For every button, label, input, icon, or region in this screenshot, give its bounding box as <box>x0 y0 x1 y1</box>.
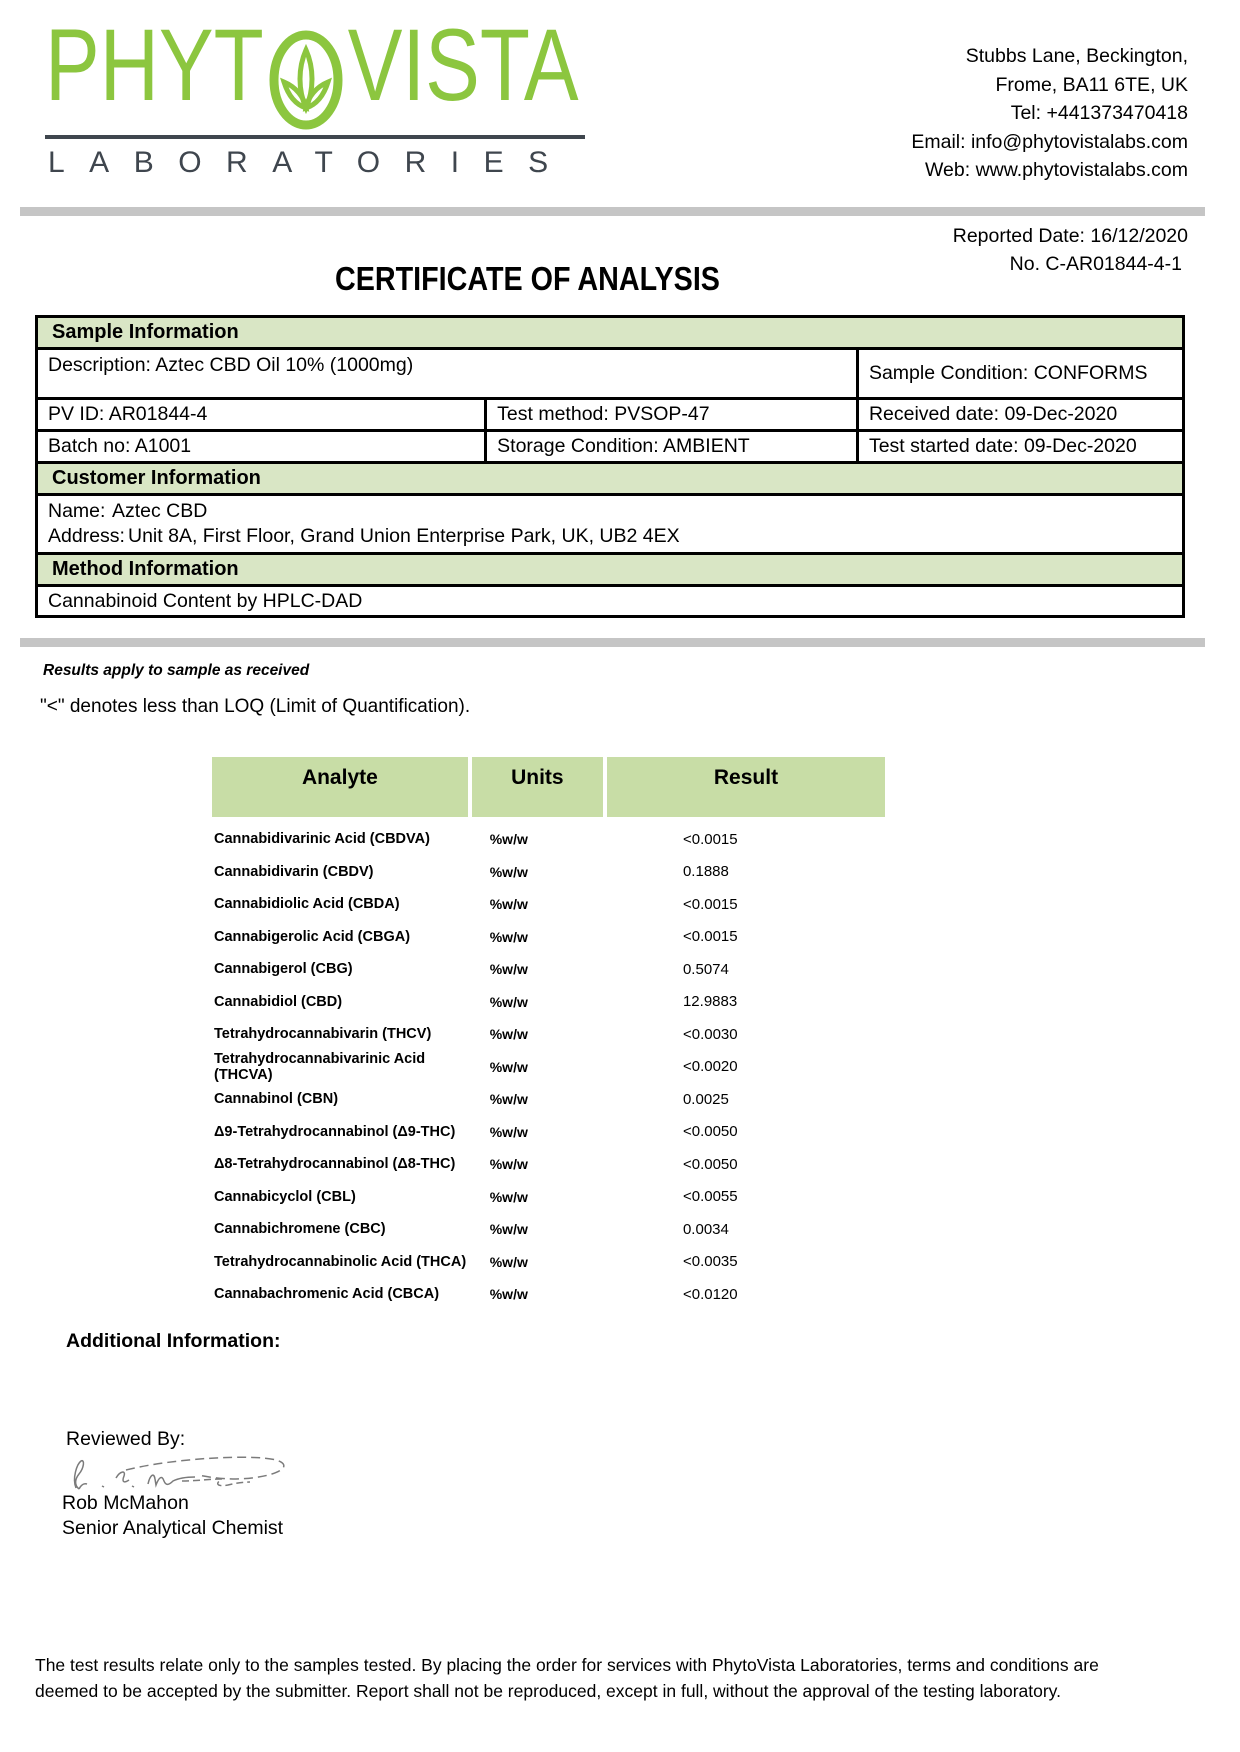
table-row <box>212 856 885 889</box>
analyte-units: %w/w <box>489 993 528 1010</box>
analyte-units: %w/w <box>489 1091 528 1108</box>
customer-name-value: Aztec CBD <box>112 500 208 522</box>
customer-address-line <box>48 525 1172 548</box>
analyte-name: Δ8-Tetrahydrocannabinol (Δ8-THC) <box>214 1156 456 1173</box>
table-row <box>212 1051 885 1084</box>
table-row <box>212 953 885 986</box>
table-row <box>212 986 885 1019</box>
loq-note: "<" denotes less than LOQ (Limit of Quantification). <box>40 696 471 717</box>
analyte-result: <0.0015 <box>682 830 738 848</box>
contact-web: Web: www.phytovistalabs.com <box>925 159 1188 181</box>
customer-address-label: Address: <box>48 525 125 547</box>
reported-date: Reported Date: 16/12/2020 <box>952 225 1188 247</box>
reviewed-by-label: Reviewed By: <box>66 1428 186 1450</box>
analyte-name: Cannabachromenic Acid (CBCA) <box>214 1286 440 1303</box>
analyte-result: 12.9883 <box>682 993 738 1011</box>
analyte-result: 0.5074 <box>682 960 729 978</box>
pv-id: PV ID: AR01844-4 <box>48 403 208 425</box>
sample-ids-row <box>35 397 1185 432</box>
reviewer-title: Senior Analytical Chemist <box>62 1517 284 1539</box>
contact-address-line2: Frome, BA11 6TE, UK <box>995 73 1188 96</box>
test-started-date: Test started date: 09-Dec-2020 <box>856 431 1182 462</box>
customer-information-header: Customer Information <box>35 461 1185 496</box>
analyte-units: %w/w <box>489 1058 528 1075</box>
footer-disclaimer <box>35 1652 1210 1704</box>
analyte-units: %w/w <box>489 863 528 880</box>
table-row <box>212 1116 885 1149</box>
analyte-result: 0.1888 <box>682 863 729 881</box>
analyte-name: Cannabigerol (CBG) <box>214 961 353 978</box>
received-date: Received date: 09-Dec-2020 <box>856 399 1182 430</box>
results-table-body <box>212 823 885 1311</box>
test-method: Test method: PVSOP-47 <box>484 399 856 430</box>
table-row <box>212 1018 885 1051</box>
column-header-units: Units <box>472 757 603 817</box>
footer-line1: The test results relate only to the samples tested. By placing the order for services with PhytoVista Laboratories, terms and conditions are <box>35 1655 1099 1675</box>
table-row <box>212 1213 885 1246</box>
table-row <box>212 921 885 954</box>
customer-name-label: Name: <box>48 500 106 522</box>
column-header-result: Result <box>607 757 885 817</box>
table-row <box>212 1246 885 1279</box>
analyte-units: %w/w <box>489 1188 528 1205</box>
analyte-result: 0.0034 <box>682 1220 729 1238</box>
analyte-units: %w/w <box>489 831 528 848</box>
table-row <box>212 1148 885 1181</box>
customer-name-line <box>48 500 1172 523</box>
sample-condition: Sample Condition: CONFORMS <box>856 350 1182 397</box>
table-row <box>212 1181 885 1214</box>
analyte-units: %w/w <box>489 1156 528 1173</box>
analyte-units: %w/w <box>489 928 528 945</box>
lab-contact-block <box>911 42 1188 185</box>
contact-phone: Tel: +441373470418 <box>1010 102 1188 124</box>
analyte-result: <0.0015 <box>682 928 738 946</box>
table-row <box>212 1083 885 1116</box>
analyte-result: <0.0035 <box>682 1253 738 1271</box>
analyte-units: %w/w <box>489 1026 528 1043</box>
reviewer-name: Rob McMahon <box>62 1492 189 1514</box>
storage-condition: Storage Condition: AMBIENT <box>484 431 856 462</box>
table-row <box>212 1278 885 1311</box>
analyte-name: Tetrahydrocannabivarinic Acid (THCVA) <box>214 1050 426 1083</box>
analyte-name: Δ9-Tetrahydrocannabinol (Δ9-THC) <box>214 1123 456 1140</box>
leaf-logo-icon <box>267 28 345 132</box>
analyte-units: %w/w <box>489 896 528 913</box>
analyte-units: %w/w <box>489 1286 528 1303</box>
customer-information-box <box>35 493 1185 555</box>
results-table-header <box>212 757 885 817</box>
contact-email: Email: info@phytovistalabs.com <box>911 130 1188 153</box>
phytovista-logo <box>45 8 579 126</box>
sample-information-header: Sample Information <box>35 315 1185 350</box>
additional-information-label: Additional Information: <box>66 1330 281 1352</box>
section-divider-bar <box>20 638 1205 647</box>
analyte-name: Cannabichromene (CBC) <box>214 1221 386 1238</box>
method-information-header: Method Information <box>35 552 1185 587</box>
logo-text-start: PHYT <box>45 8 264 123</box>
analyte-result: 0.0025 <box>682 1090 729 1108</box>
analyte-result: <0.0015 <box>682 895 738 913</box>
logo-divider-line <box>45 135 585 139</box>
analyte-units: %w/w <box>489 961 528 978</box>
logo-text-end: VISTA <box>347 8 579 123</box>
analyte-name: Cannabidiol (CBD) <box>214 993 343 1010</box>
sample-batch-row <box>35 429 1185 464</box>
results-apply-note: Results apply to sample as received <box>43 662 310 679</box>
analyte-name: Cannabidivarinic Acid (CBDVA) <box>214 831 430 848</box>
analyte-result: <0.0050 <box>682 1155 738 1173</box>
analyte-result: <0.0050 <box>682 1123 738 1141</box>
table-row <box>212 823 885 856</box>
method-description: Cannabinoid Content by HPLC-DAD <box>35 584 1185 618</box>
sample-description-row <box>35 347 1185 400</box>
results-table <box>212 757 885 1311</box>
analyte-name: Tetrahydrocannabinolic Acid (THCA) <box>214 1253 467 1270</box>
document-title: CERTIFICATE OF ANALYSIS <box>335 260 720 297</box>
contact-address-line1: Stubbs Lane, Beckington, <box>965 45 1188 67</box>
analyte-name: Cannabinol (CBN) <box>214 1091 339 1108</box>
analyte-name: Tetrahydrocannabivarin (THCV) <box>214 1026 432 1043</box>
column-header-analyte: Analyte <box>212 757 468 817</box>
sample-description: Description: Aztec CBD Oil 10% (1000mg) <box>48 354 414 376</box>
header-divider-bar <box>20 207 1205 216</box>
analyte-result: <0.0030 <box>682 1025 738 1043</box>
analyte-units: %w/w <box>489 1221 528 1238</box>
footer-line2: deemed to be accepted by the submitter. Report shall not be reproduced, except in full, without the approval of the testing laboratory. <box>35 1681 1061 1701</box>
analyte-name: Cannabidiolic Acid (CBDA) <box>214 896 400 913</box>
analyte-name: Cannabigerolic Acid (CBGA) <box>214 928 411 945</box>
analyte-result: <0.0020 <box>682 1058 738 1076</box>
analyte-result: <0.0055 <box>682 1188 738 1206</box>
analyte-units: %w/w <box>489 1253 528 1270</box>
certificate-number: No. C-AR01844-4-1 <box>1009 253 1182 275</box>
analyte-result: <0.0120 <box>682 1285 738 1303</box>
info-sections <box>35 315 1185 618</box>
analyte-units: %w/w <box>489 1123 528 1140</box>
batch-no: Batch no: A1001 <box>48 435 192 457</box>
analyte-name: Cannabidivarin (CBDV) <box>214 863 374 880</box>
logo-subtitle: LABORATORIES <box>48 146 573 179</box>
analyte-name: Cannabicyclol (CBL) <box>214 1188 356 1205</box>
customer-address-value: Unit 8A, First Floor, Grand Union Enterprise Park, UK, UB2 4EX <box>128 525 680 547</box>
table-row <box>212 888 885 921</box>
